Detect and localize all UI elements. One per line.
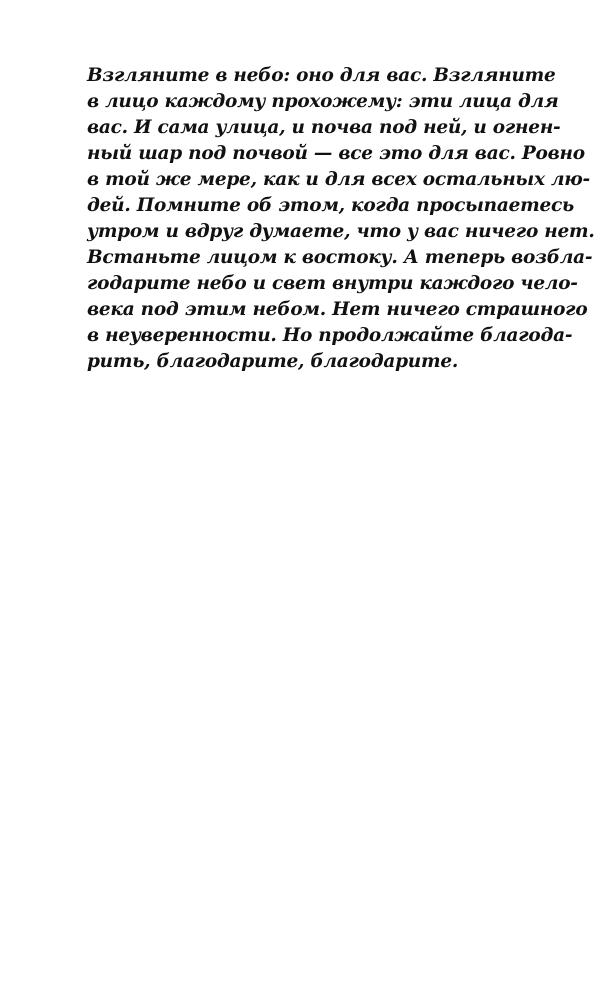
- text-line: Взгляните в небо: оно для вас. Взгляните: [87, 65, 556, 86]
- text-line: ный шар под почвой — все это для вас. Ровно: [87, 143, 585, 164]
- text-line: дей. Помните об этом, когда просыпаетесь: [87, 195, 574, 216]
- text-line: в той же мере, как и для всех остальных лю-: [87, 169, 590, 190]
- text-line: вас. И сама улица, и почва под ней, и огнен-: [87, 117, 561, 138]
- text-line: в неуверенности. Но продолжайте благода-: [87, 325, 573, 346]
- text-line: в лицо каждому прохожему: эти лица для: [87, 91, 559, 112]
- text-line: утром и вдруг думаете, что у вас ничего нет.: [87, 221, 595, 242]
- text-line: годарите небо и свет внутри каждого чело-: [87, 273, 578, 294]
- text-line: Встаньте лицом к востоку. А теперь возбла-: [87, 247, 593, 268]
- text-line-last: рить, благодарите, благодарите.: [87, 351, 459, 372]
- text-line: века под этим небом. Нет ничего страшного: [87, 299, 588, 320]
- body-paragraph: [87, 63, 595, 375]
